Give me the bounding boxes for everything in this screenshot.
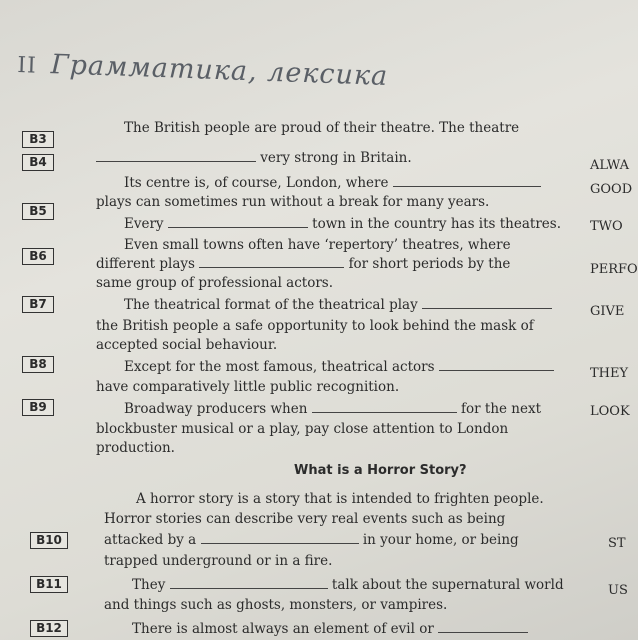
text-line: production. [96,440,175,456]
text-line: Horror stories can describe very real events such as being [104,511,506,527]
text-line: very strong in Britain. [96,150,412,166]
prompt-word: GOOD [590,182,633,197]
answer-blank[interactable] [438,621,528,633]
task-label-b12: B12 [30,620,68,637]
task-label-b9: B9 [22,399,54,416]
text-line: A horror story is a story that is intended to frighten people. [136,491,544,507]
text-line: The British people are proud of their theatre. The theatre [124,120,520,136]
answer-blank[interactable] [170,577,328,589]
section-title: What is a Horror Story? [294,463,467,478]
heading-roman: II [16,52,38,79]
text-line: plays can sometimes run without a break for many years. [96,194,490,210]
answer-blank[interactable] [312,401,457,413]
text-line: attacked by a in your home, or being [104,532,519,548]
text-line: Broadway producers when for the next [124,401,542,417]
prompt-word: TWO [590,219,623,234]
task-label-b6: B6 [22,248,54,265]
text-line: They talk about the supernatural world [132,577,564,593]
task-label-b3: B3 [22,131,54,148]
answer-blank[interactable] [96,150,256,162]
text-line: blockbuster musical or a play, pay close attention to London [96,421,509,437]
text-line: the British people a safe opportunity to look behind the mask of [96,318,534,334]
text-line: Except for the most famous, theatrical actors [124,359,554,375]
prompt-word: US [608,583,628,598]
text-line: The theatrical format of the theatrical play [124,297,552,313]
task-label-b11: B11 [30,576,68,593]
answer-blank[interactable] [393,175,541,187]
text-line: trapped underground or in a fire. [104,553,333,569]
task-label-b7: B7 [22,296,54,313]
prompt-word: GIVE [590,304,625,319]
heading-text: Грамматика, лексика [50,49,389,92]
prompt-word: PERFO [590,262,638,277]
text-line: Even small towns often have ‘repertory’ theatres, where [124,237,511,253]
answer-blank[interactable] [199,256,344,268]
text-line: Its centre is, of course, London, where [124,175,541,191]
prompt-word: LOOK [590,404,630,419]
text-line: same group of professional actors. [96,275,334,291]
prompt-word: ALWA [590,158,629,173]
text-line: different plays for short periods by the [96,256,511,272]
task-label-b4: B4 [22,154,54,171]
answer-blank[interactable] [201,532,359,544]
task-label-b8: B8 [22,356,54,373]
answer-blank[interactable] [422,297,552,309]
text-line: There is almost always an element of evil or [132,621,528,637]
handwritten-heading [17,48,389,92]
task-label-b10: B10 [30,532,68,549]
text-line: accepted social behaviour. [96,337,278,353]
text-line: have comparatively little public recognition. [96,379,400,395]
text-line: and things such as ghosts, monsters, or vampires. [104,597,448,613]
answer-blank[interactable] [439,359,554,371]
answer-blank[interactable] [168,216,308,228]
task-label-b5: B5 [22,203,54,220]
text-line: Every town in the country has its theatres. [124,216,561,232]
prompt-word: THEY [590,366,629,381]
prompt-word: ST [608,536,626,551]
